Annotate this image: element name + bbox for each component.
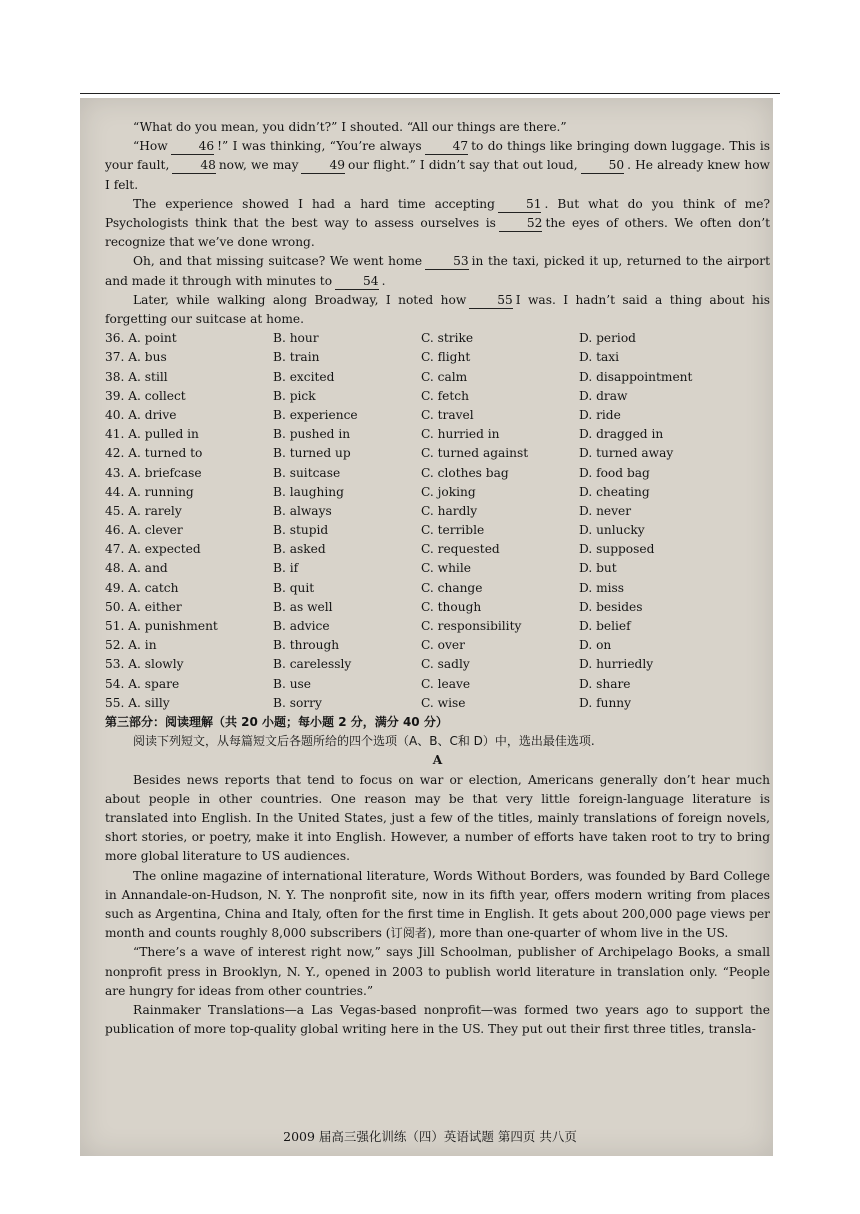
option-b: B. suitcase [273, 465, 341, 480]
page-footer: 2009 届高三强化训练（四）英语试题 第四页 共八页 [283, 1129, 577, 1144]
option-row [105, 655, 770, 674]
option-a: 51. A. punishment [105, 619, 218, 634]
option-b: B. turned up [273, 446, 351, 461]
option-c: C. sadly [421, 657, 470, 672]
option-c: C. flight [421, 350, 471, 365]
option-row [105, 425, 770, 444]
option-a: 49. A. catch [105, 580, 179, 595]
option-b: B. quit [273, 580, 315, 595]
option-a: 44. A. running [105, 484, 194, 499]
option-a: 40. A. drive [105, 407, 177, 422]
option-b: B. experience [273, 407, 358, 422]
option-b: B. use [273, 676, 312, 691]
option-c: C. though [421, 599, 482, 614]
option-c: C. clothes bag [421, 465, 509, 480]
option-b: B. if [273, 561, 299, 576]
option-row [105, 368, 770, 387]
option-d: D. share [579, 676, 631, 691]
option-a: 48. A. and [105, 561, 168, 576]
blank-47: 47 [425, 139, 469, 155]
option-b: B. carelessly [273, 657, 352, 672]
option-row [105, 483, 770, 502]
option-d: D. period [579, 331, 636, 346]
blank-55: 55 [469, 293, 513, 309]
option-row [105, 598, 770, 617]
option-b: B. laughing [273, 484, 344, 499]
option-d: D. turned away [579, 446, 674, 461]
option-d: D. unlucky [579, 523, 645, 538]
option-c: C. change [421, 580, 483, 595]
option-b: B. stupid [273, 523, 329, 538]
option-b: B. hour [273, 331, 319, 346]
blank-46: 46 [171, 139, 215, 155]
option-row [105, 579, 770, 598]
option-d: D. cheating [579, 484, 650, 499]
option-row [105, 675, 770, 694]
option-b: B. pushed in [273, 427, 351, 442]
option-d: D. ride [579, 407, 621, 422]
option-row [105, 387, 770, 406]
option-row [105, 521, 770, 540]
section-3-instruction: 阅读下列短文，从每篇短文后各题所给的四个选项（A、B、C和 D）中，选出最佳选项. [133, 734, 595, 749]
option-d: D. on [579, 638, 612, 653]
option-b: B. always [273, 503, 332, 518]
passage-label: A [432, 753, 443, 768]
option-b: B. advice [273, 619, 330, 634]
blank-52: 52 [499, 216, 543, 232]
option-d: D. disappointment [579, 369, 693, 384]
option-d: D. belief [579, 619, 631, 634]
option-row [105, 329, 770, 348]
reading-passage [105, 771, 770, 1040]
blank-54: 54 [335, 274, 379, 290]
option-d: D. besides [579, 599, 643, 614]
option-b: B. sorry [273, 695, 322, 710]
option-row [105, 502, 770, 521]
passage-paragraph: “There’s a wave of interest right now,” says Jill Schoolman, publisher of Archipelago Books, a small nonprofit press in Brooklyn, N. Y., opened in 2003 to publish world literature in translation only. “People are hungry for ideas from other countries.” [105, 945, 770, 998]
option-a: 46. A. clever [105, 523, 183, 538]
option-b: B. train [273, 350, 320, 365]
option-a: 38. A. still [105, 369, 168, 384]
option-d: D. food bag [579, 465, 650, 480]
option-b: B. excited [273, 369, 335, 384]
option-a: 52. A. in [105, 638, 157, 653]
option-a: 53. A. slowly [105, 657, 184, 672]
option-c: C. terrible [421, 523, 485, 538]
option-a: 41. A. pulled in [105, 427, 199, 442]
page-content [105, 118, 770, 1039]
option-c: C. requested [421, 542, 500, 557]
option-d: D. miss [579, 580, 625, 595]
cloze-paragraph-2: “How 46 !” I was thinking, “You’re always 47 to do things like bringing down luggage. This is your fault, 48 now, we may 49 our flight.” I didn’t say that out loud, 50 . He already knew how I felt. [105, 139, 770, 192]
option-a: 55. A. silly [105, 695, 170, 710]
blank-53: 53 [425, 254, 469, 270]
option-c: C. fetch [421, 388, 469, 403]
option-a: 39. A. collect [105, 388, 186, 403]
cloze-paragraph-1: “What do you mean, you didn’t?” I shouted. “All our things are there.” [133, 120, 567, 134]
option-b: B. pick [273, 388, 316, 403]
option-a: 45. A. rarely [105, 503, 182, 518]
option-b: B. as well [273, 599, 333, 614]
option-a: 37. A. bus [105, 350, 167, 365]
blank-51: 51 [498, 197, 542, 213]
option-c: C. travel [421, 407, 474, 422]
section-3-title: 第三部分：阅读理解（共 20 小题；每小题 2 分，满分 40 分） [105, 714, 448, 729]
option-a: 50. A. either [105, 599, 182, 614]
header-rule [80, 93, 780, 94]
option-a: 47. A. expected [105, 542, 201, 557]
option-c: C. turned against [421, 446, 529, 461]
cloze-paragraph-3: The experience showed I had a hard time accepting 51 . But what do you think of me? Psychologists think that the best way to assess ourselves is 52 the eyes of others. We often don’t recognize that we’ve done wrong. [105, 196, 770, 250]
option-row [105, 559, 770, 578]
passage-paragraph: The online magazine of international literature, Words Without Borders, was founded by Bard College in Annandale-on-Hudson, N. Y. The nonprofit site, now in its fifth year, offers modern writing from places such as Argentina, China and Italy, often for the first time in English. It gets about 200,000 page views per month and counts roughly 8,000 subscribers (订阅者), more than one-quarter of whom live in the US. [105, 868, 770, 941]
option-c: C. joking [421, 484, 476, 499]
option-row [105, 617, 770, 636]
option-b: B. through [273, 638, 340, 653]
option-row [105, 444, 770, 463]
option-c: C. while [421, 561, 471, 576]
option-a: 43. A. briefcase [105, 465, 202, 480]
blank-48: 48 [172, 158, 216, 174]
option-c: C. calm [421, 369, 468, 384]
option-d: D. hurriedly [579, 657, 654, 672]
blank-50: 50 [581, 158, 625, 174]
option-c: C. hurried in [421, 427, 500, 442]
option-a: 36. A. point [105, 331, 177, 346]
option-d: D. dragged in [579, 427, 664, 442]
option-row [105, 406, 770, 425]
option-c: C. over [421, 638, 465, 653]
option-b: B. asked [273, 542, 326, 557]
cloze-paragraph-5: Later, while walking along Broadway, I noted how 55 I was. I hadn’t said a thing about his forgetting our suitcase at home. [105, 292, 770, 327]
option-d: D. draw [579, 388, 628, 403]
option-row [105, 464, 770, 483]
option-d: D. never [579, 503, 632, 518]
passage-paragraph: Besides news reports that tend to focus on war or election, Americans generally don’t hear much about people in other countries. One reason may be that very little foreign-language literature is translated into English. In the United States, just a few of the titles, mainly translations of foreign novels, short stories, or poetry, make it into English. However, a number of efforts have taken root to try to bring more global literature to US audiences. [105, 772, 770, 864]
answer-options [105, 329, 770, 713]
option-c: C. leave [421, 676, 471, 691]
option-c: C. strike [421, 331, 474, 346]
blank-49: 49 [301, 158, 345, 174]
option-row [105, 348, 770, 367]
option-c: C. responsibility [421, 619, 522, 634]
option-d: D. but [579, 561, 617, 576]
option-row [105, 540, 770, 559]
option-row [105, 636, 770, 655]
option-d: D. supposed [579, 542, 655, 557]
option-c: C. hardly [421, 503, 478, 518]
option-a: 42. A. turned to [105, 446, 203, 461]
cloze-paragraph-4: Oh, and that missing suitcase? We went home 53 in the taxi, picked it up, returned to the airport and made it through with minutes to 54 . [105, 254, 770, 288]
option-row [105, 694, 770, 713]
option-a: 54. A. spare [105, 676, 180, 691]
option-d: D. funny [579, 695, 632, 710]
passage-paragraph: Rainmaker Translations—a Las Vegas-based nonprofit—was formed two years ago to support the publication of more top-quality global writing here in the US. They put out their first three titles, transla- [105, 1003, 770, 1037]
option-d: D. taxi [579, 350, 620, 365]
option-c: C. wise [421, 695, 466, 710]
